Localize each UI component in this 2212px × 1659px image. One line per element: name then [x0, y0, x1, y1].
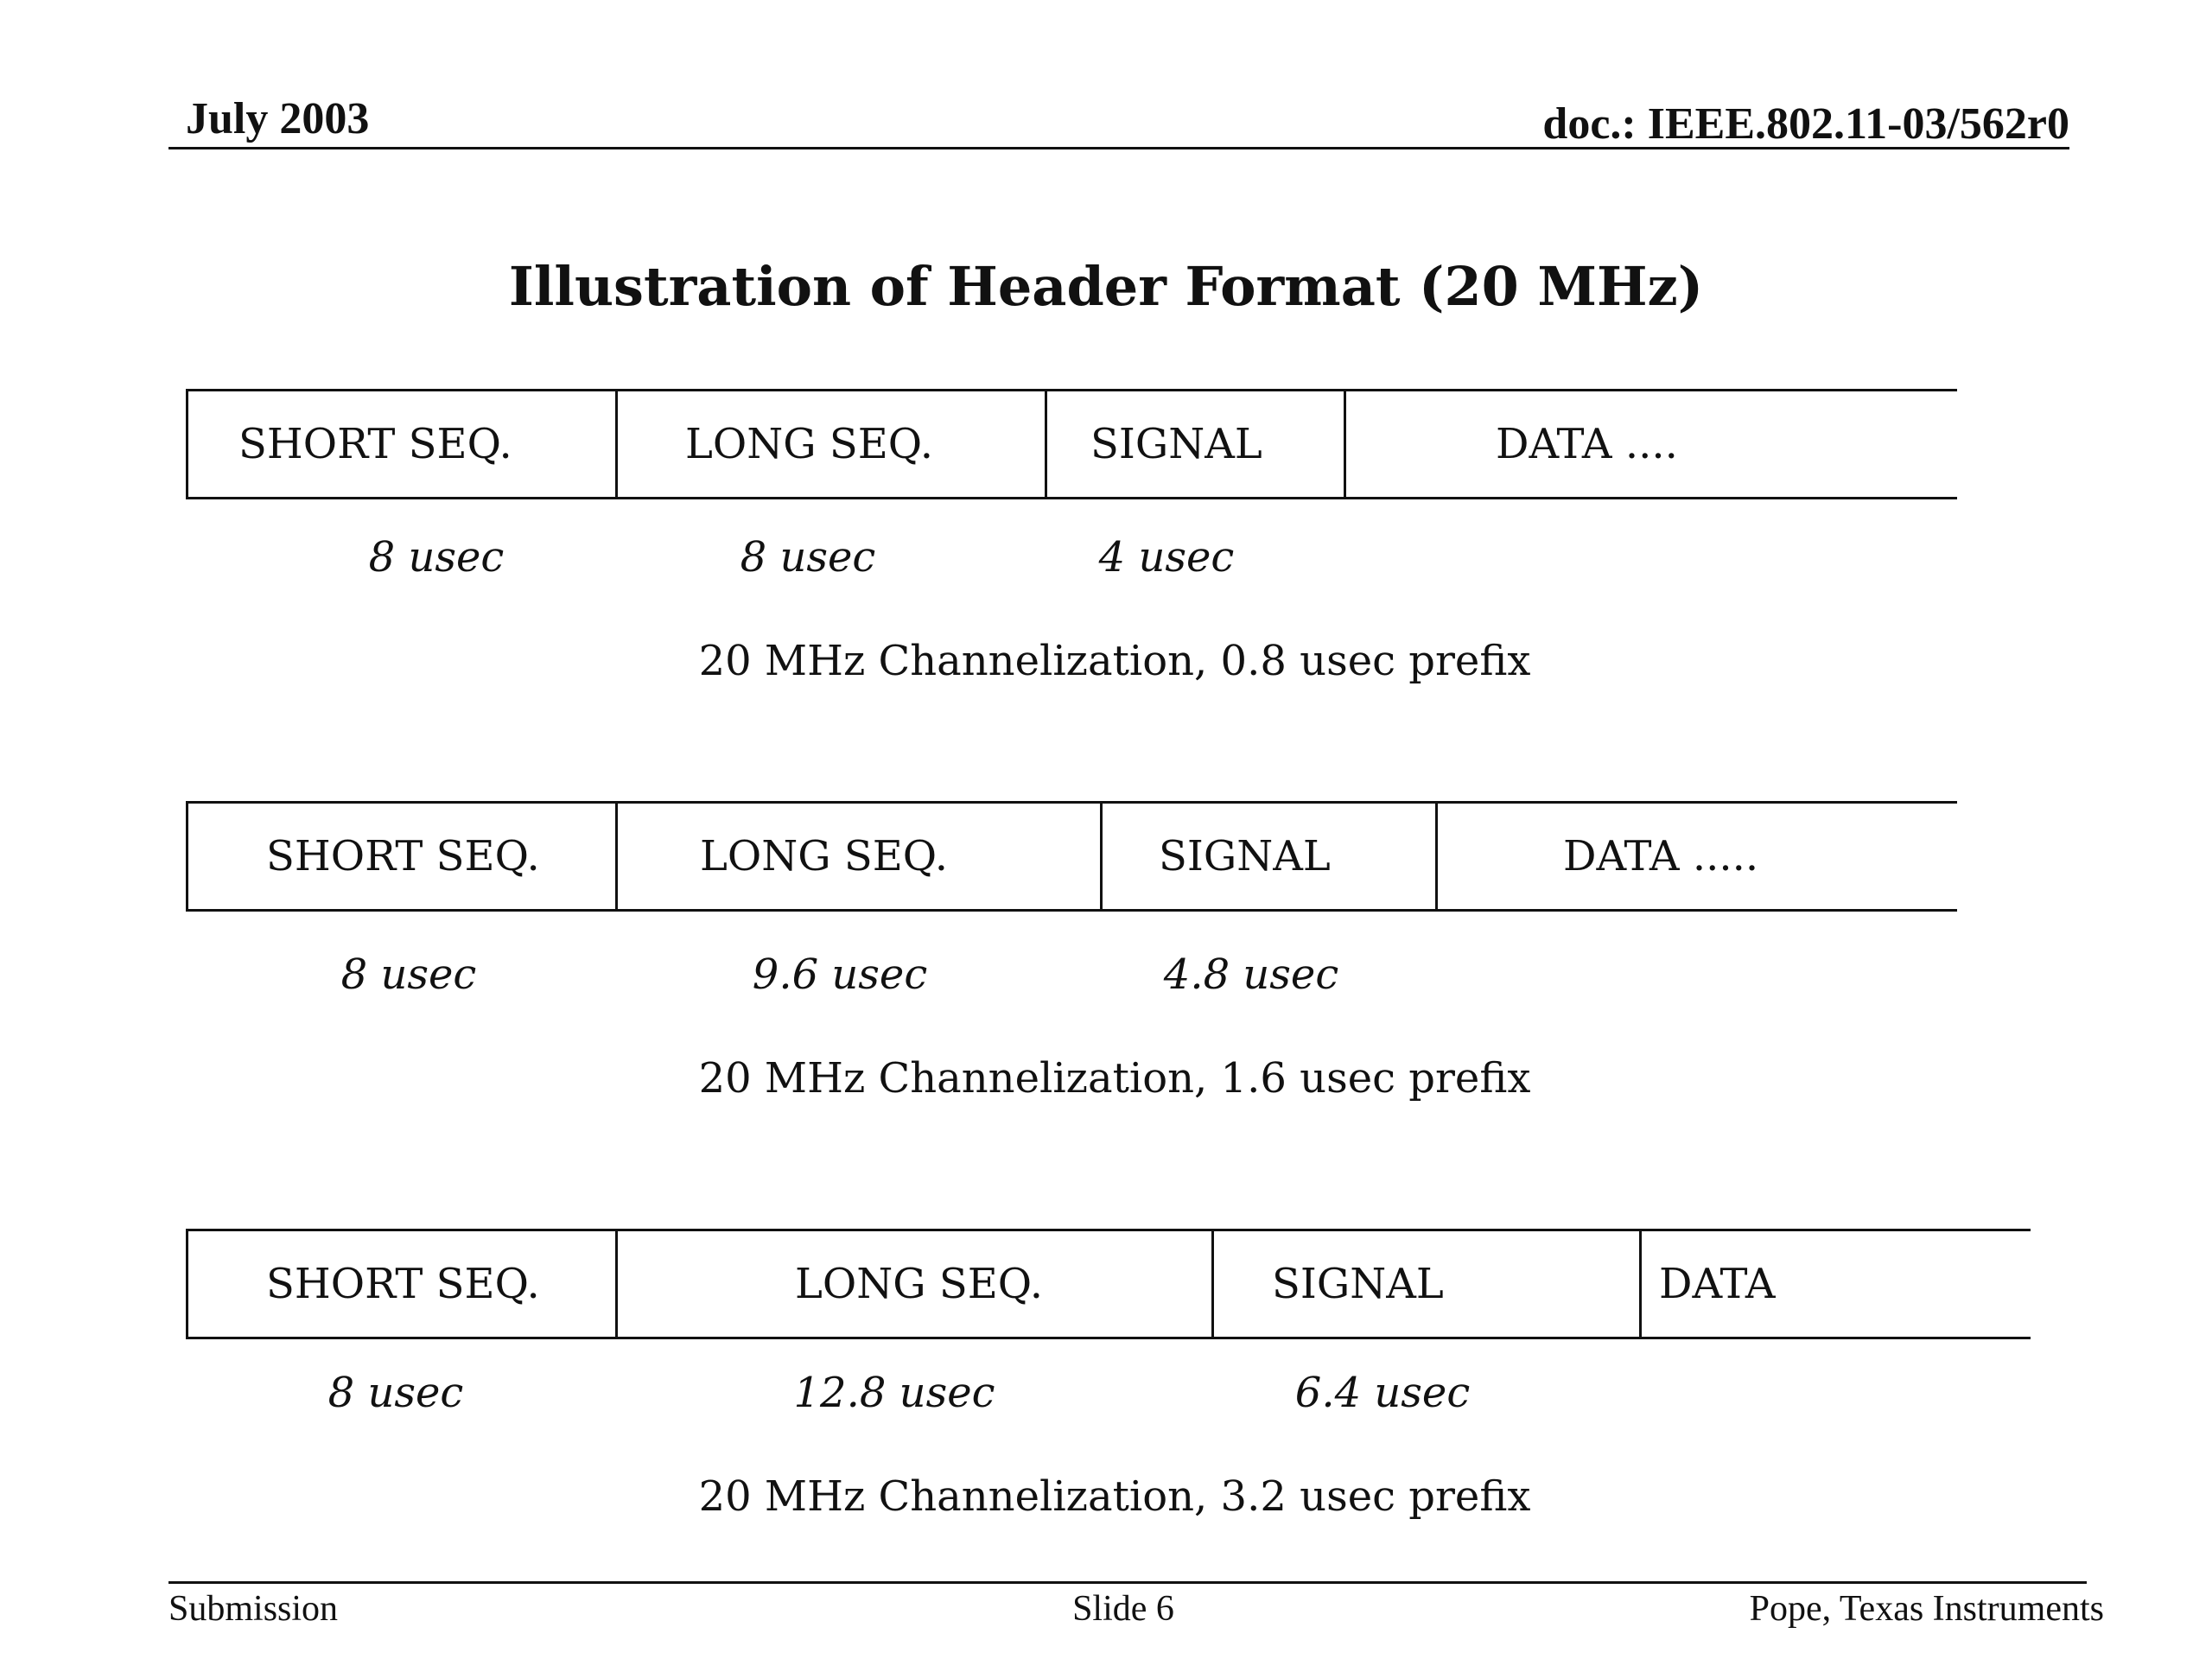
footer-submission: Submission [168, 1589, 339, 1629]
field-label: LONG SEQ. [700, 832, 948, 880]
header-doc-id: doc.: IEEE.802.11-03/562r0 [1542, 99, 2069, 149]
duration-signal: 4 usec [1098, 533, 1235, 582]
header-format-diagram-2 [186, 801, 1957, 912]
field-long-seq [615, 804, 1100, 909]
field-label: SHORT SEQ. [266, 832, 540, 880]
field-signal [1100, 804, 1435, 909]
duration-short-seq: 8 usec [327, 1369, 464, 1417]
slide-title: Illustration of Header Format (20 MHz) [508, 255, 1704, 318]
field-label: DATA ..... [1563, 832, 1759, 880]
duration-long-seq: 9.6 usec [752, 950, 928, 999]
header-format-diagram-1 [186, 389, 1957, 499]
field-label: SHORT SEQ. [266, 1260, 540, 1308]
footer-author: Pope, Texas Instruments [1749, 1589, 2104, 1629]
field-label: SIGNAL [1159, 832, 1331, 880]
field-label: SIGNAL [1272, 1260, 1444, 1308]
field-short-seq [186, 391, 615, 497]
field-label: SHORT SEQ. [238, 420, 512, 468]
footer-slide-number: Slide 6 [1072, 1589, 1174, 1629]
field-label: DATA [1659, 1260, 1776, 1308]
field-short-seq [186, 804, 615, 909]
field-label: SIGNAL [1090, 420, 1262, 468]
header-date: July 2003 [186, 94, 370, 143]
field-data [1344, 391, 1957, 497]
field-long-seq [615, 391, 1045, 497]
header-format-diagram-3 [186, 1229, 2031, 1339]
field-label: LONG SEQ. [795, 1260, 1043, 1308]
duration-signal: 6.4 usec [1294, 1369, 1471, 1417]
duration-long-seq: 8 usec [740, 533, 876, 582]
field-signal [1211, 1231, 1639, 1337]
diagram-caption: 20 MHz Channelization, 3.2 usec prefix [698, 1472, 1531, 1521]
duration-signal: 4.8 usec [1163, 950, 1339, 999]
diagram-caption: 20 MHz Channelization, 0.8 usec prefix [698, 637, 1531, 685]
field-data [1435, 804, 1957, 909]
field-long-seq [615, 1231, 1211, 1337]
field-signal [1045, 391, 1344, 497]
field-label: DATA .... [1496, 420, 1678, 468]
duration-long-seq: 12.8 usec [793, 1369, 995, 1417]
field-data [1639, 1231, 2031, 1337]
header-rule [168, 147, 2069, 149]
footer-rule [168, 1581, 2087, 1584]
diagram-caption: 20 MHz Channelization, 1.6 usec prefix [698, 1054, 1531, 1103]
duration-short-seq: 8 usec [340, 950, 477, 999]
field-label: LONG SEQ. [685, 420, 933, 468]
duration-short-seq: 8 usec [368, 533, 505, 582]
field-short-seq [186, 1231, 615, 1337]
